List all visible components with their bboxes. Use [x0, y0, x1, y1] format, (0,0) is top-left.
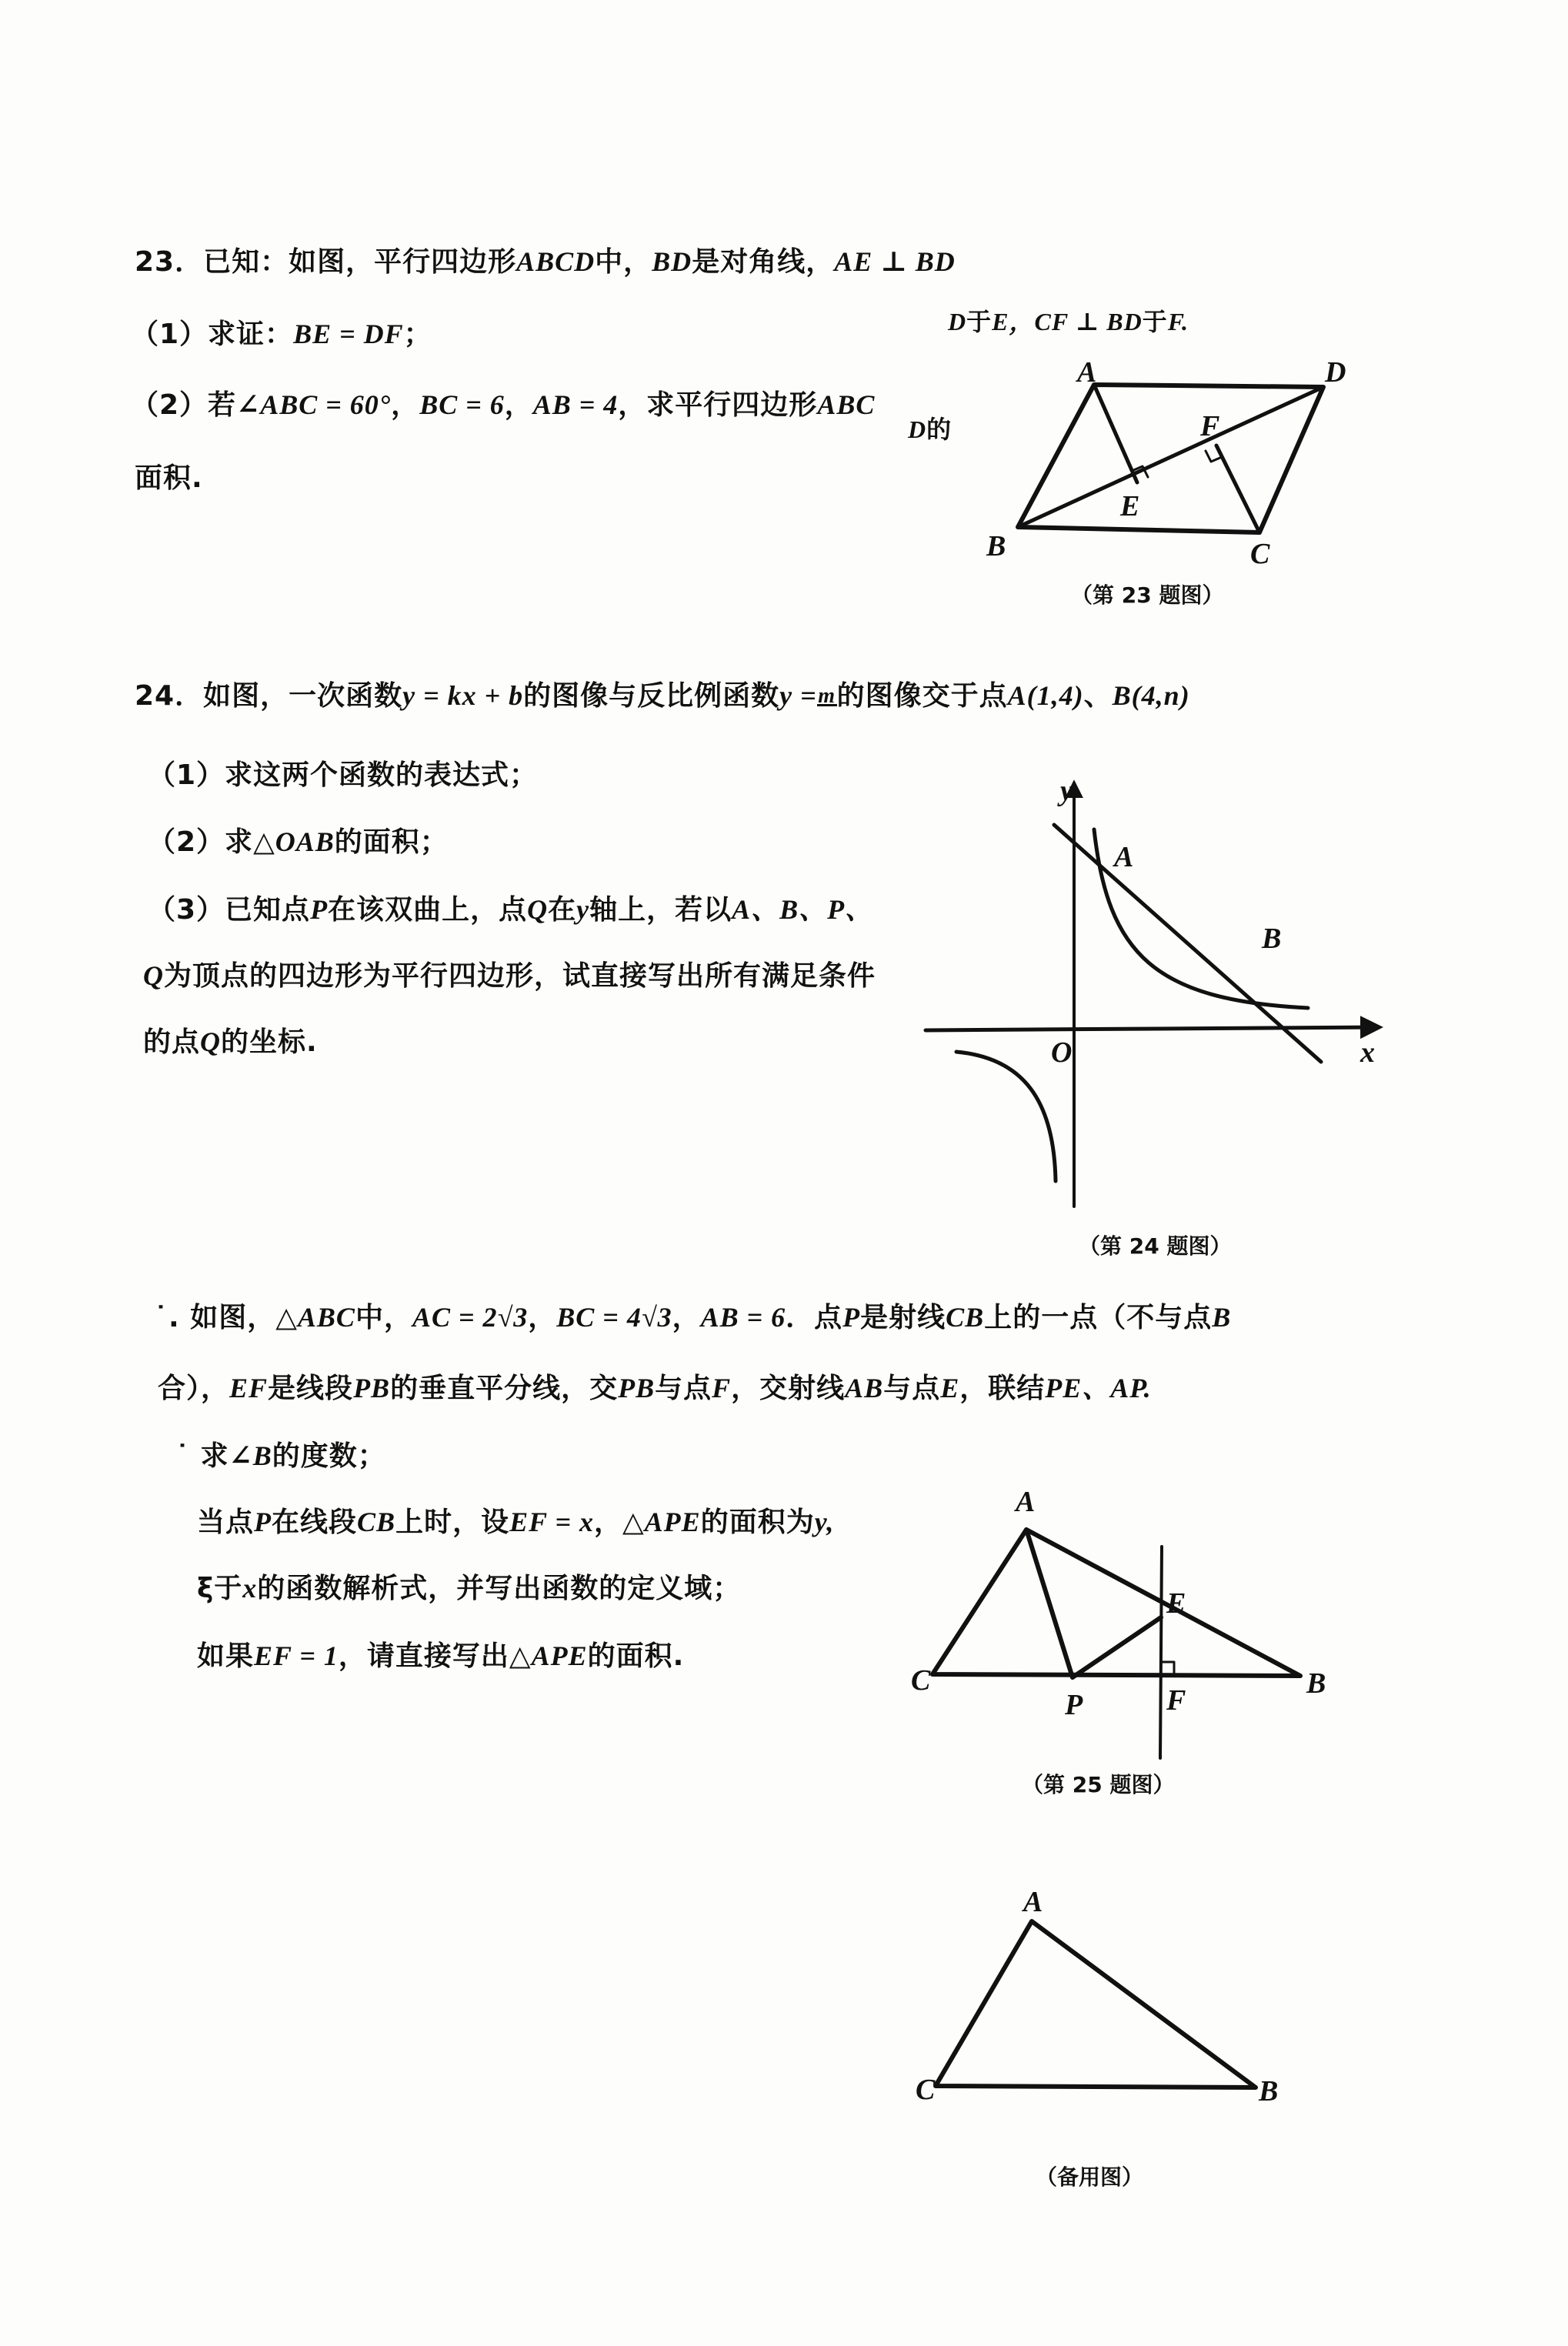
- label-A: A: [1077, 356, 1097, 389]
- label-E: E: [1120, 490, 1140, 522]
- label-A: A: [1114, 841, 1134, 873]
- label-B: B: [1262, 923, 1282, 955]
- q25-figure: [908, 1477, 1339, 1754]
- q23-stem-tail: D于E，CF ⊥ BD于F.: [948, 307, 1189, 336]
- label-D: D: [1325, 356, 1346, 389]
- triangle-ABC: [932, 1530, 1300, 1676]
- segment-AE: [1094, 385, 1137, 482]
- label-F: F: [1166, 1684, 1186, 1717]
- label-A: A: [1016, 1486, 1036, 1518]
- label-E: E: [1166, 1587, 1186, 1620]
- q24-part2: （2）求△OAB的面积；: [148, 826, 449, 858]
- x-axis-label: x: [1360, 1036, 1375, 1069]
- label-C: C: [1250, 538, 1270, 570]
- q25-stem-line1: ˙. 如图，△ABC中，AC = 2√3，BC = 4√3，AB = 6．点P是射线CB上的一点（不与点B: [154, 1302, 1232, 1333]
- q23-part2-tail: D的: [908, 415, 952, 444]
- perpendicular-bisector-EF: [1160, 1547, 1162, 1758]
- q25-part1: ˙ 求∠B的度数；: [175, 1440, 386, 1472]
- origin-label: O: [1051, 1036, 1073, 1069]
- q23-part2: （2）若∠ABC = 60°，BC = 6，AB = 4，求平行四边形ABC: [131, 389, 876, 421]
- label-B: B: [1306, 1667, 1326, 1700]
- q25-part2-line1: 当点P在线段CB上时，设EF = x，△APE的面积为y,: [197, 1507, 835, 1538]
- fraction-m-over-x: m: [818, 683, 836, 708]
- q25-figure-caption: （第 25 题图）: [1022, 1772, 1175, 1797]
- spare-figure-caption: （备用图）: [1036, 2164, 1144, 2190]
- label-B: B: [1259, 2075, 1279, 2107]
- q24-part3-line1: （3）已知点P在该双曲上，点Q在y轴上，若以A、B、P、: [148, 894, 874, 926]
- q23-part2-line2: 面积.: [135, 462, 203, 494]
- q23-figure: [986, 339, 1385, 592]
- label-P: P: [1065, 1689, 1083, 1721]
- label-F: F: [1200, 410, 1220, 442]
- q24-part3-line3: 的点Q的坐标.: [143, 1026, 318, 1058]
- q25-part2-line2: ξ于x的函数解析式，并写出函数的定义域；: [197, 1573, 742, 1604]
- q23-stem-line1: 23．已知：如图，平行四边形ABCD中，BD是对角线，AE ⊥ BD: [135, 246, 956, 278]
- q24-part1: （1）求这两个函数的表达式；: [148, 759, 539, 791]
- q24-stem: 24．如图，一次函数y = kx + b的图像与反比例函数y = m 的图像交于点A(1,4)、B(4,n): [135, 680, 1190, 712]
- q25-stem-line2: 合），EF是线段PB的垂直平分线，交PB与点F，交射线AB与点E，联结PE、AP.: [158, 1373, 1152, 1404]
- spare-triangle-ABC: [936, 1921, 1256, 2087]
- segment-CF: [1216, 446, 1259, 532]
- q24-coordinate-figure: [916, 769, 1423, 1216]
- q23-part1: （1）求证：BE = DF；: [131, 319, 432, 350]
- q25-spare-figure: [908, 1885, 1339, 2116]
- q25-part3: 如果EF = 1，请直接写出△APE的面积.: [197, 1640, 685, 1672]
- label-C: C: [911, 1664, 931, 1697]
- segment-PE: [1073, 1617, 1161, 1677]
- y-axis-label: y: [1060, 775, 1073, 807]
- label-C: C: [916, 2074, 936, 2106]
- q24-part3-line2: Q为顶点的四边形为平行四边形，试直接写出所有满足条件: [143, 960, 876, 992]
- q24-figure-caption: （第 24 题图）: [1079, 1233, 1232, 1259]
- q23-figure-caption: （第 23 题图）: [1071, 582, 1224, 608]
- hyperbola-branch-q3: [956, 1052, 1056, 1181]
- diagonal-BD: [1018, 387, 1323, 527]
- label-B: B: [986, 530, 1006, 562]
- label-A: A: [1023, 1886, 1043, 1918]
- x-axis: [926, 1027, 1379, 1030]
